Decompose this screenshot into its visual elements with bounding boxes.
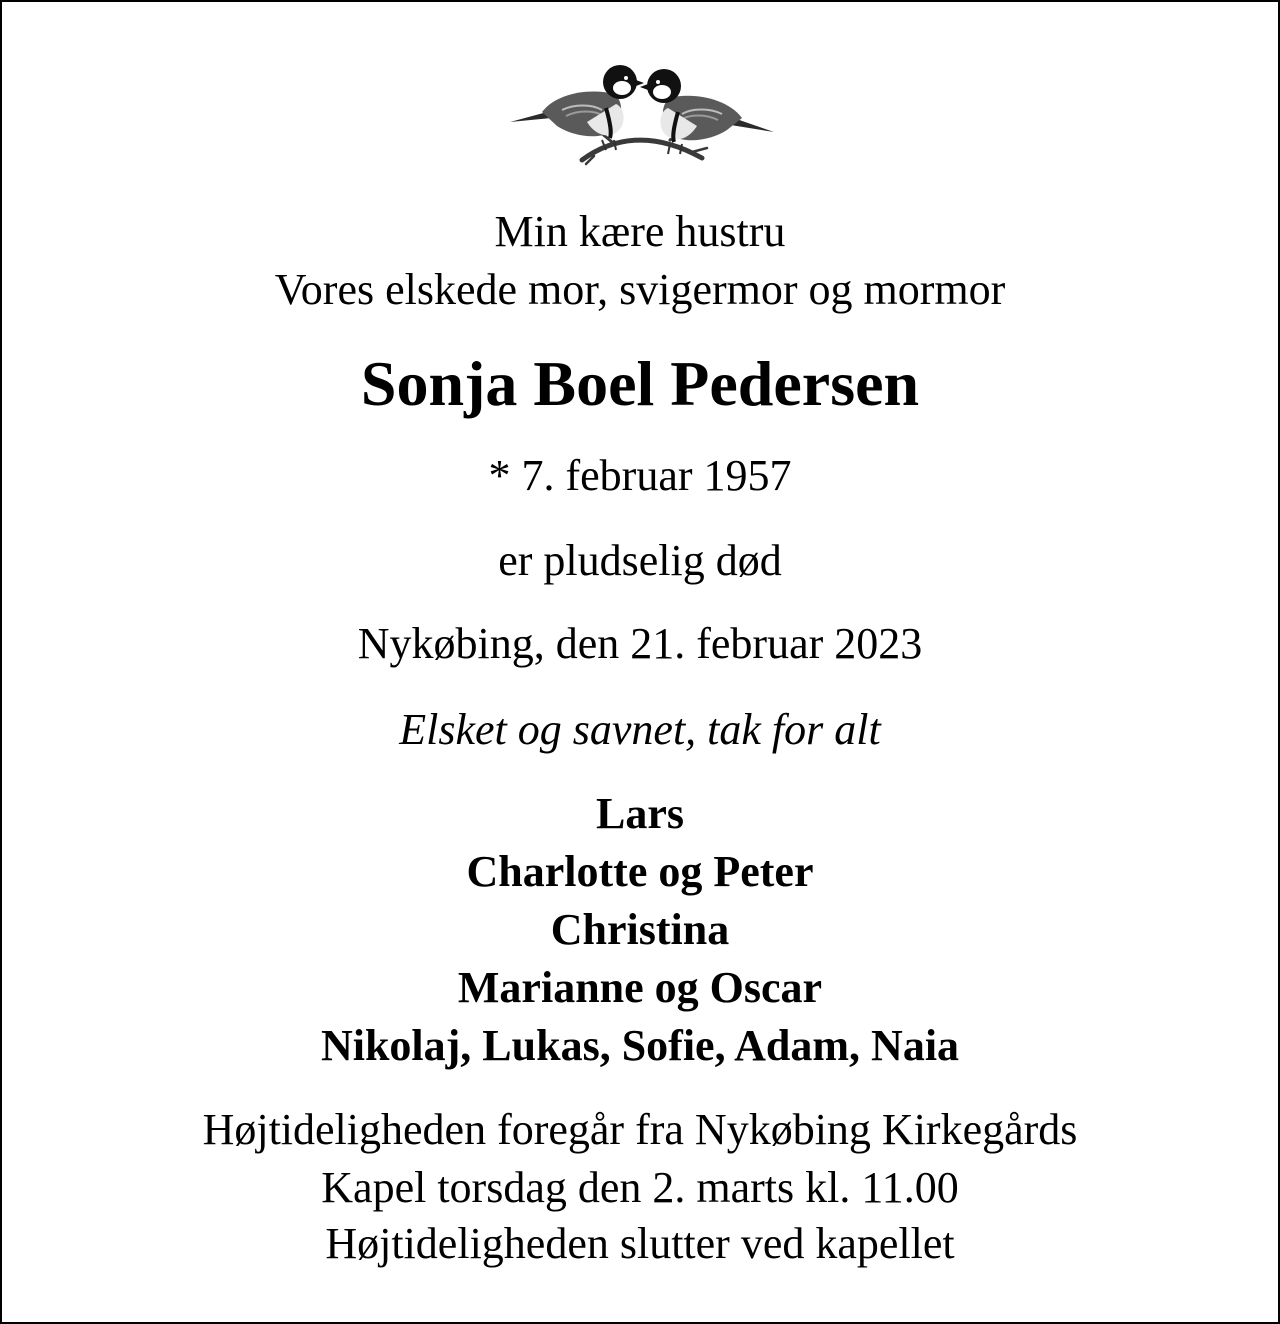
two-birds-on-branch-icon [502, 60, 782, 170]
deceased-name: Sonja Boel Pedersen [360, 348, 920, 419]
ceremony-line: Højtideligheden foregår fra Nykøbing Kirkegårds [202, 1105, 1078, 1154]
family-member: Christina [550, 905, 730, 954]
header-line-1: Min kære hustru [494, 207, 786, 256]
place-and-date: Nykøbing, den 21. februar 2023 [357, 619, 923, 668]
family-member: Charlotte og Peter [466, 847, 814, 896]
family-member: Lars [596, 789, 684, 838]
family-member: Nikolaj, Lukas, Sofie, Adam, Naia [320, 1021, 960, 1070]
birth-date: * 7. februar 1957 [488, 451, 792, 500]
ceremony-line: Kapel torsdag den 2. marts kl. 11.00 [321, 1163, 959, 1212]
ceremony-line: Højtideligheden slutter ved kapellet [325, 1219, 955, 1268]
announcement-text: er pludselig død [498, 536, 782, 585]
motto: Elsket og savnet, tak for alt [399, 705, 881, 754]
header-line-2: Vores elskede mor, svigermor og mormor [274, 265, 1006, 314]
family-member: Marianne og Oscar [457, 963, 823, 1012]
